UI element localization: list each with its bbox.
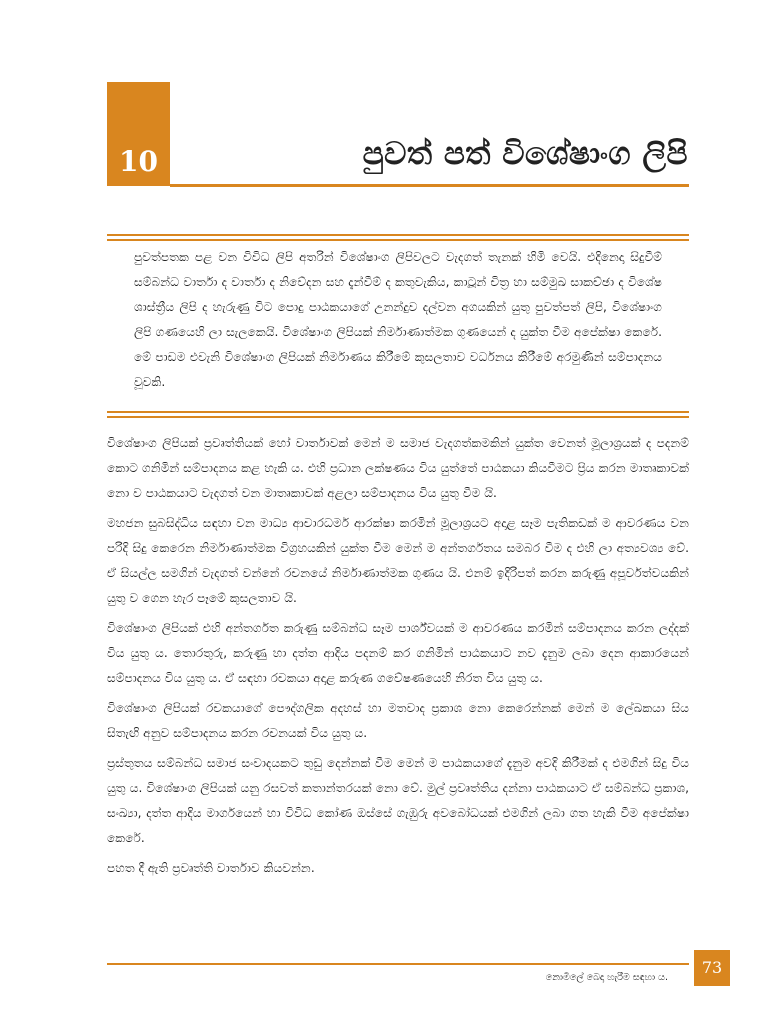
chapter-number: 10 [119,145,158,178]
paragraph: විශේෂාංග ලිපියක් ප්‍රවෘත්තියක් හෝ වාර්තාවක් මෙන් ම සමාජ වැදගත්කමකින් යුක්ත වෙනත් මූලාශ්‍රයක් ද පදනම් කොට ගනිමින් සම්පාදනය කළ හැකි ය. එහි ප්‍රධාන ලක්ෂණය විය යුත්තේ පාඨකයා කියවීමට ප්‍රිය කරන මාතෘකාවක් නො ව පාඨකයාට වැදගත් වන මාතෘකාවක් අළලා සම්පාදනය විය යුතු වීම යි. [107,436,689,500]
page-number: 73 [694,950,730,986]
footer-rule [107,963,689,965]
chapter-title: පුවත් පත් විශේෂාංග ලිපි [362,136,688,172]
body-text [107,431,689,886]
paragraph: ප්‍රස්තුතය සම්බන්ධ සමාජ සංවාදයකට තුඩු දෙන්නක් වීම මෙන් ම පාඨකයාගේ දැනුම අවදි කිරීමක් ද එමගින් සිදු විය යුතු ය. විශේෂාංග ලිපියක් යනු රසවත් කතාන්තරයක් නො වේ. මුල් ප්‍රවෘත්තිය දන්නා පාඨකයාට ඒ සම්බන්ධ ප්‍රකාශ, සංඛ්‍යා, දත්ත ආදිය මාර්ගයෙන් හා විවිධ කෝණ ඔස්සේ ගැඹුරු අවබෝධයක් එමගින් ලබා ගත හැකි වීම අපේක්ෂා කෙරේ. [107,756,689,845]
paragraph: පහත දී ඇති ප්‍රවෘත්ති වාර්තාව කියවන්න. [107,861,315,875]
paragraph: විශේෂාංග ලිපියක් රචකයාගේ පෞද්ගලික අදහස් හා මතවාද ප්‍රකාශ නො කෙරෙන්නක් මෙන් ම ලේඛකයා සිය සිතැඟි අනුව සම්පාදනය කරන රචනයක් විය යුතු ය. [107,701,689,740]
title-rule [170,184,689,187]
intro-bottom-rule [107,411,689,418]
paragraph: විශේෂාංග ලිපියක් එහි අන්තර්ගත කරුණු සම්බන්ධ සෑම පාර්ශ්වයක් ම ආවරණය කරමින් සම්පාදනය කරන ලද්දක් විය යුතු ය. තොරතුරු, කරුණු හා දත්ත ආදිය පදනම් කර ගනිමින් පාඨකයාට නව දැනුම ලබා දෙන ආකාරයෙන් සම්පාදනය විය යුතු ය. ඒ සඳහා රචකයා අදාළ කරුණ ගවේෂණයෙහි නිරත විය යුතු ය. [107,621,689,685]
footer-text: නොමිලේ බෙදා හැරීම සඳහා ය. [545,972,668,983]
intro-text: පුවත්පතක පළ වන විවිධ ලිපි අතරින් විශේෂාංග ලිපිවලට වැදගත් තැනක් හිමි වෙයි. එදිනෙදා සිදුවීම් සම්බන්ධ වාර්තා ද වාර්තා ද නිවේදන සහ දැන්වීම් ද කතුවැකිය, කාටූන් චිත්‍ර හා සම්මුඛ සාකච්ඡා ද විශේෂ ශාස්ත්‍රීය ලිපි ද හැරුණු විට පොදු පාඨකයාගේ උනන්දුව දල්වන අගයකින් යුතු පුවත්පත් ලිපි, විශේෂාංග ලිපි ගණයෙහි ලා සැලකෙයි. විශේෂාංග ලිපියක් නිර්මාණාත්මක ගුණයෙන් ද යුක්ත වීම අපේක්ෂා කෙරේ. මේ පාඩම එවැනි විශේෂාංග ලිපියක් නිර්මාණය කිරීමේ කුසලතාව වර්ධනය කිරීමේ අරමුණින් සම්පාදනය වූවකි. [134,250,662,389]
paragraph: මහජන සුබසිද්ධිය සඳහා වන මාධ්‍ය ආචාරධර්ම ආරක්ෂා කරමින් මූලාශ්‍රයට අදාළ සෑම පැතිකඩක් ම ආවරණය වන පරිදි සිදු කෙරෙන නිර්මාණාත්මක විග්‍රහයකින් යුක්ත වීම මෙන් ම අන්තර්ගතය සමබර වීම ද එහි ලා අත්‍යවශ්‍ය වේ. ඒ සියල්ල සමගින් වැදගත් වන්නේ රචනයේ නිර්මාණාත්මක ගුණය යි. එනම් ඉදිරිපත් කරන කරුණු අපූර්වත්වයකින් යුතු ව ගෙන හැර පෑමේ කුසලතාව යි. [107,516,689,605]
chapter-number-box [107,82,170,186]
intro-top-rule [107,234,689,241]
